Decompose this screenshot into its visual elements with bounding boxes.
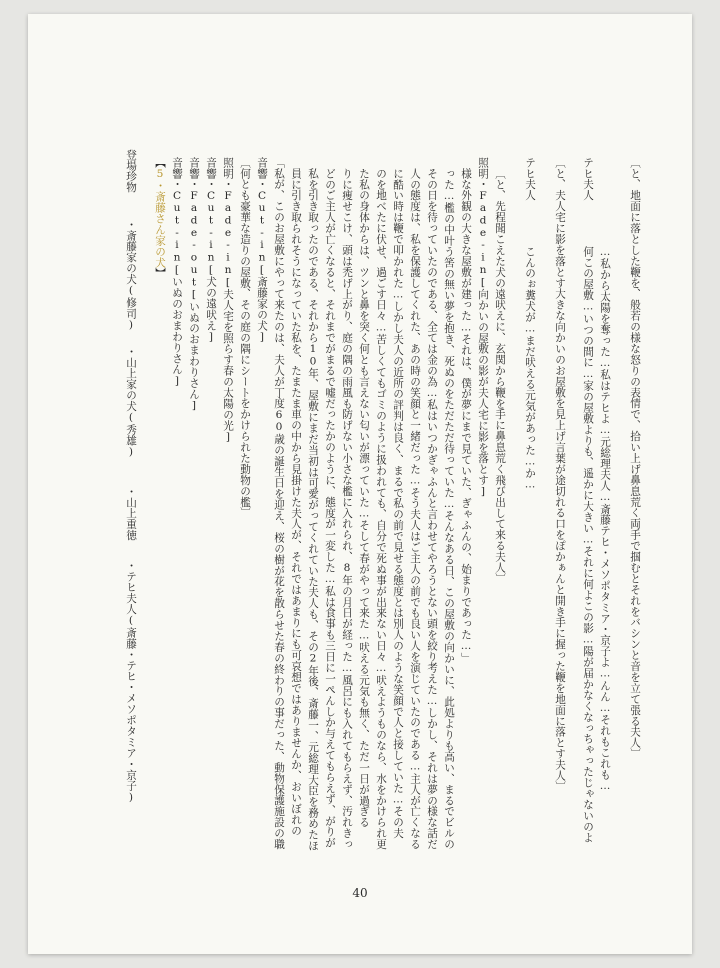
cue-line: 音響・Cut-in[犬の遠吠え]: [205, 157, 217, 344]
dialogue-line: こんのぉ糞犬が…まだ吠える元気があった…か…: [524, 246, 536, 492]
dialogue-line: …私から太陽を奪った…私はテヒよ…元総理夫人…斎藤テヒ・メソポタミア・京子よ…んん…それもこれも…: [599, 246, 611, 793]
scene-heading: [154, 157, 165, 279]
cast-item-2: ・山上家の犬(秀雄): [125, 346, 137, 459]
monologue-line: その日を待っていたのである、全ては金の為…私はいつかぎゃふんと言わせてやろうとない頭を絞り考えた…しかし、それは夢の様な話だ: [426, 168, 438, 850]
monologue-line: りに痩せこけ、頭は禿げ上がり、庭の隅の雨風も防げない小さな檻に入れられ、8年の月日が経った…風呂にも入れてもらえず、汚れきっ: [341, 168, 353, 850]
speaker-name: テヒ夫人: [582, 157, 594, 201]
cue-line: 照明・Fade-in[向かいの屋敷の影が夫人宅に影を落とす]: [477, 157, 489, 499]
monologue-line: た私の身体からは、ツンと鼻を突く何とも言えない匂いが漂っていた…そして春がやって来た…吠える元気も無く、ただ一日が過ぎる: [358, 168, 370, 828]
monologue-line: 員に引き取られそうになっていた私を、たまたま車の中から見掛けた夫人が、それではあまりにも可哀想ではありませんか、おいぼれの: [290, 168, 302, 836]
cast-item-4: ・テヒ夫人(斎藤・テヒ・メソポタミア・京子): [125, 560, 137, 804]
monologue-line: 私を引き取ったのである、それから10年、屋敷にまだ当初は可愛がってくれていた夫人も、その2年後、斎藤一、元総理大臣を務めたほ: [307, 168, 319, 852]
monologue-line: った…檻の中叶う筈の無い夢を抱き、死ぬのをただただ待っていた…そんなある日、この屋敷の向かいに、此処よりも高い、まるでビルの: [443, 168, 455, 850]
monologue-line: 様な外観の大きな屋敷が建った…それは、僕が夢にまで見ていた、ぎゃふんの、始まりであった…」: [460, 168, 472, 664]
monologue-line: 「私が、このお屋敷にやって来たのは、夫人が丁度60歳の誕生日を迎え、桜の樹が花を散らせた春の終わりの事だった、動物保護施設の職: [273, 157, 285, 850]
monologue-line: のを地べたに伏せ、過ごす日々…苦しくてもゴミのように扱われても、自分で死ぬ事が出来ない日々…吠えようものなら、水をかけられ更: [375, 168, 387, 850]
cue-line: 音響・Cut-in[いぬのおまわりさん]: [171, 157, 183, 388]
scene-title: 5・斎藤さん家の犬: [154, 167, 166, 268]
dialogue-line: 何この屋敷…いつの間に…家の屋敷よりも、遥かに大きい…それに何よこの影…陽が届かなくなっちゃったじゃないのよ: [582, 246, 594, 843]
stage-direction: 〔と、夫人宅に影を落とす大きな向かいのお屋敷を見上げ言葉が途切れる口をぽかぁんと開き手に握った鞭を地面に落とす夫人〕: [554, 157, 566, 793]
cue-line: 音響・Cut-in[斎藤家の犬]: [256, 157, 268, 344]
stage-direction: 〔何とも豪華な造りの屋敷、その庭の隅にシートをかけられた動物の檻〕: [239, 157, 251, 519]
monologue-line: 人の態度は、私を保護してくれた、あの時の笑顔と一緒だった…そう夫人はご主人の前でも良い人を演じていたのである…主人が亡くなる: [409, 168, 421, 850]
scene-bracket-open: 【: [154, 157, 166, 168]
stage-direction: 〔と、地面に落とした鞭を、般若の様な怒りの表情で、拾い上げ鼻息荒く両手で掴むとそれをバシンと音を立て張る夫人〕: [629, 157, 641, 760]
cast-item-1: ・斎藤家の犬(修司): [125, 219, 137, 332]
monologue-line: に酷い時は鞭で叩かれた…しかし夫人の近所の評判は良く、まるで私の前で見せる態度とは別人のような笑顔で人と接していた…その夫: [392, 168, 404, 839]
cast-item-3: ・山上重徳: [125, 486, 137, 541]
cast-label: 登場珍物: [125, 149, 137, 193]
stage-direction: 〔と、先程聞こえた犬の遠吠えに、玄関から鞭を手に鼻息荒く飛び出して来る夫人〕: [494, 168, 506, 585]
script-page: [28, 14, 692, 954]
page-number: 40: [352, 886, 368, 900]
cue-line: 照明・Fade-in[夫人宅を照らす春の太陽の光]: [222, 157, 234, 444]
cue-line: 音響・Fade-out[いぬのおまわりさん]: [188, 157, 200, 412]
speaker-name: テヒ夫人: [524, 157, 536, 201]
scene-bracket-close: 】: [154, 267, 166, 279]
monologue-line: どのご主人が亡くなると、それまでがまるで嘘だったかのように、態度が一変した…私は食事も三日に一ぺんしか与えてもらえず、がりが: [324, 168, 336, 849]
